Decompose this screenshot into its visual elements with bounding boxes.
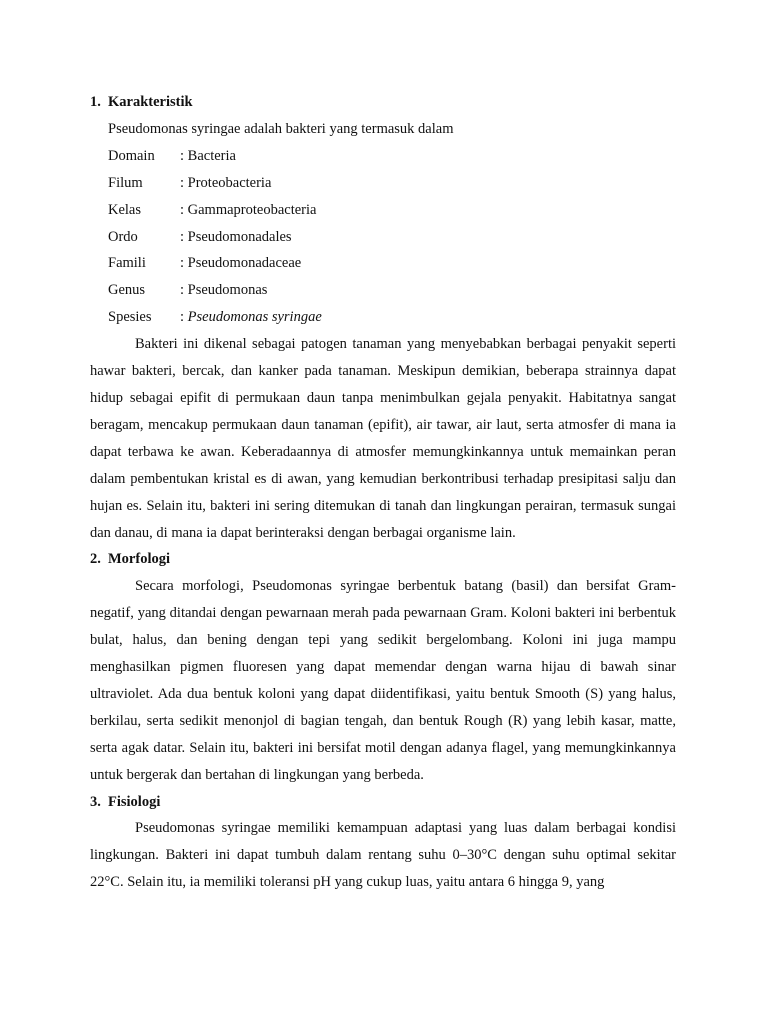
section-heading-fisiologi bbox=[90, 789, 676, 816]
section-number: 2. bbox=[90, 551, 101, 568]
paragraph-karakteristik: Bakteri ini dikenal sebagai patogen tanaman yang menyebabkan berbagai penyakit seperti hawar bakteri, bercak, dan kanker pada tanaman. Meskipun demikian, beberapa strainnya dapat hidup sebagai epifit di permukaan daun tanpa menimbulkan gejala penyakit. Habitatnya sangat beragam, mencakup permukaan daun tanaman (epifit), air tawar, air laut, serta atmosfer di mana ia dapat terbawa ke awan. Keberadaannya di atmosfer memungkinkannya untuk memainkan peran dalam pembentukan kristal es di awan, yang kemudian berkontribusi terhadap presipitasi salju dan hujan es. Selain itu, bakteri ini sering ditemukan di tanah dan lingkungan perairan, termasuk sungai dan danau, di mana ia dapat berinteraksi dengan berbagai organisme lain. bbox=[90, 336, 676, 541]
taxonomy-row-domain bbox=[90, 143, 676, 170]
taxonomy-row-spesies bbox=[90, 304, 676, 331]
section-heading-karakteristik bbox=[90, 89, 676, 116]
taxonomy-rank: Ordo bbox=[108, 228, 138, 245]
taxonomy-rank: Genus bbox=[108, 282, 146, 299]
document-page bbox=[90, 89, 676, 896]
taxonomy-value: : Pseudomonadales bbox=[180, 228, 292, 245]
section-title: Karakteristik bbox=[108, 94, 193, 110]
taxonomy-row-famili bbox=[90, 250, 676, 277]
section-number: 1. bbox=[90, 94, 101, 110]
paragraph-fisiologi: Pseudomonas syringae memiliki kemampuan adaptasi yang luas dalam berbagai kondisi lingkungan. Bakteri ini dapat tumbuh dalam rentang suhu 0–30°C dengan suhu optimal sekitar 22°C. Selain itu, ia memiliki toleransi pH yang cukup luas, yaitu antara 6 hingga 9, yang bbox=[90, 820, 676, 891]
taxonomy-rank: Filum bbox=[108, 174, 143, 191]
taxonomy-value: : Pseudomonas bbox=[180, 282, 268, 299]
taxonomy-rank: Kelas bbox=[108, 201, 142, 218]
taxonomy-table bbox=[90, 143, 676, 331]
taxonomy-row-kelas bbox=[90, 197, 676, 224]
taxonomy-value bbox=[180, 304, 322, 331]
taxonomy-row-ordo bbox=[90, 224, 676, 251]
species-name: Pseudomonas syringae bbox=[187, 309, 322, 326]
paragraph-morfologi: Secara morfologi, Pseudomonas syringae berbentuk batang (basil) dan bersifat Gram-negatif, yang ditandai dengan pewarnaan merah pada pewarnaan Gram. Koloni bakteri ini berbentuk bulat, halus, dan bening dengan tepi yang sedikit bergelombang. Koloni ini juga mampu menghasilkan pigmen fluoresen yang dapat memendar dengan warna hijau di bawah sinar ultraviolet. Ada dua bentuk koloni yang dapat diidentifikasi, yaitu bentuk Smooth (S) yang halus, berkilau, serta sedikit menonjol di bagian tengah, dan bentuk Rough (R) yang lebih kasar, matte, serta agak datar. Selain itu, bakteri ini bersifat motil dengan adanya flagel, yang memungkinkannya untuk bergerak dan bertahan di lingkungan yang berbeda. bbox=[90, 578, 676, 783]
taxonomy-rank: Domain bbox=[108, 147, 155, 164]
taxonomy-rank: Famili bbox=[108, 255, 146, 272]
section-title: Fisiologi bbox=[108, 793, 161, 810]
taxonomy-row-genus bbox=[90, 277, 676, 304]
taxonomy-rank: Spesies bbox=[108, 309, 152, 326]
taxonomy-intro: Pseudomonas syringae adalah bakteri yang termasuk dalam bbox=[108, 120, 454, 137]
taxonomy-value: : Pseudomonadaceae bbox=[180, 255, 302, 272]
taxonomy-value-prefix: : bbox=[180, 309, 188, 326]
taxonomy-value: : Bacteria bbox=[180, 147, 236, 164]
taxonomy-row-filum bbox=[90, 170, 676, 197]
section-title: Morfologi bbox=[108, 551, 171, 568]
section-heading-morfologi bbox=[90, 546, 676, 573]
section-number: 3. bbox=[90, 793, 101, 810]
taxonomy-value: : Proteobacteria bbox=[180, 174, 272, 191]
taxonomy-value: : Gammaproteobacteria bbox=[180, 201, 317, 218]
